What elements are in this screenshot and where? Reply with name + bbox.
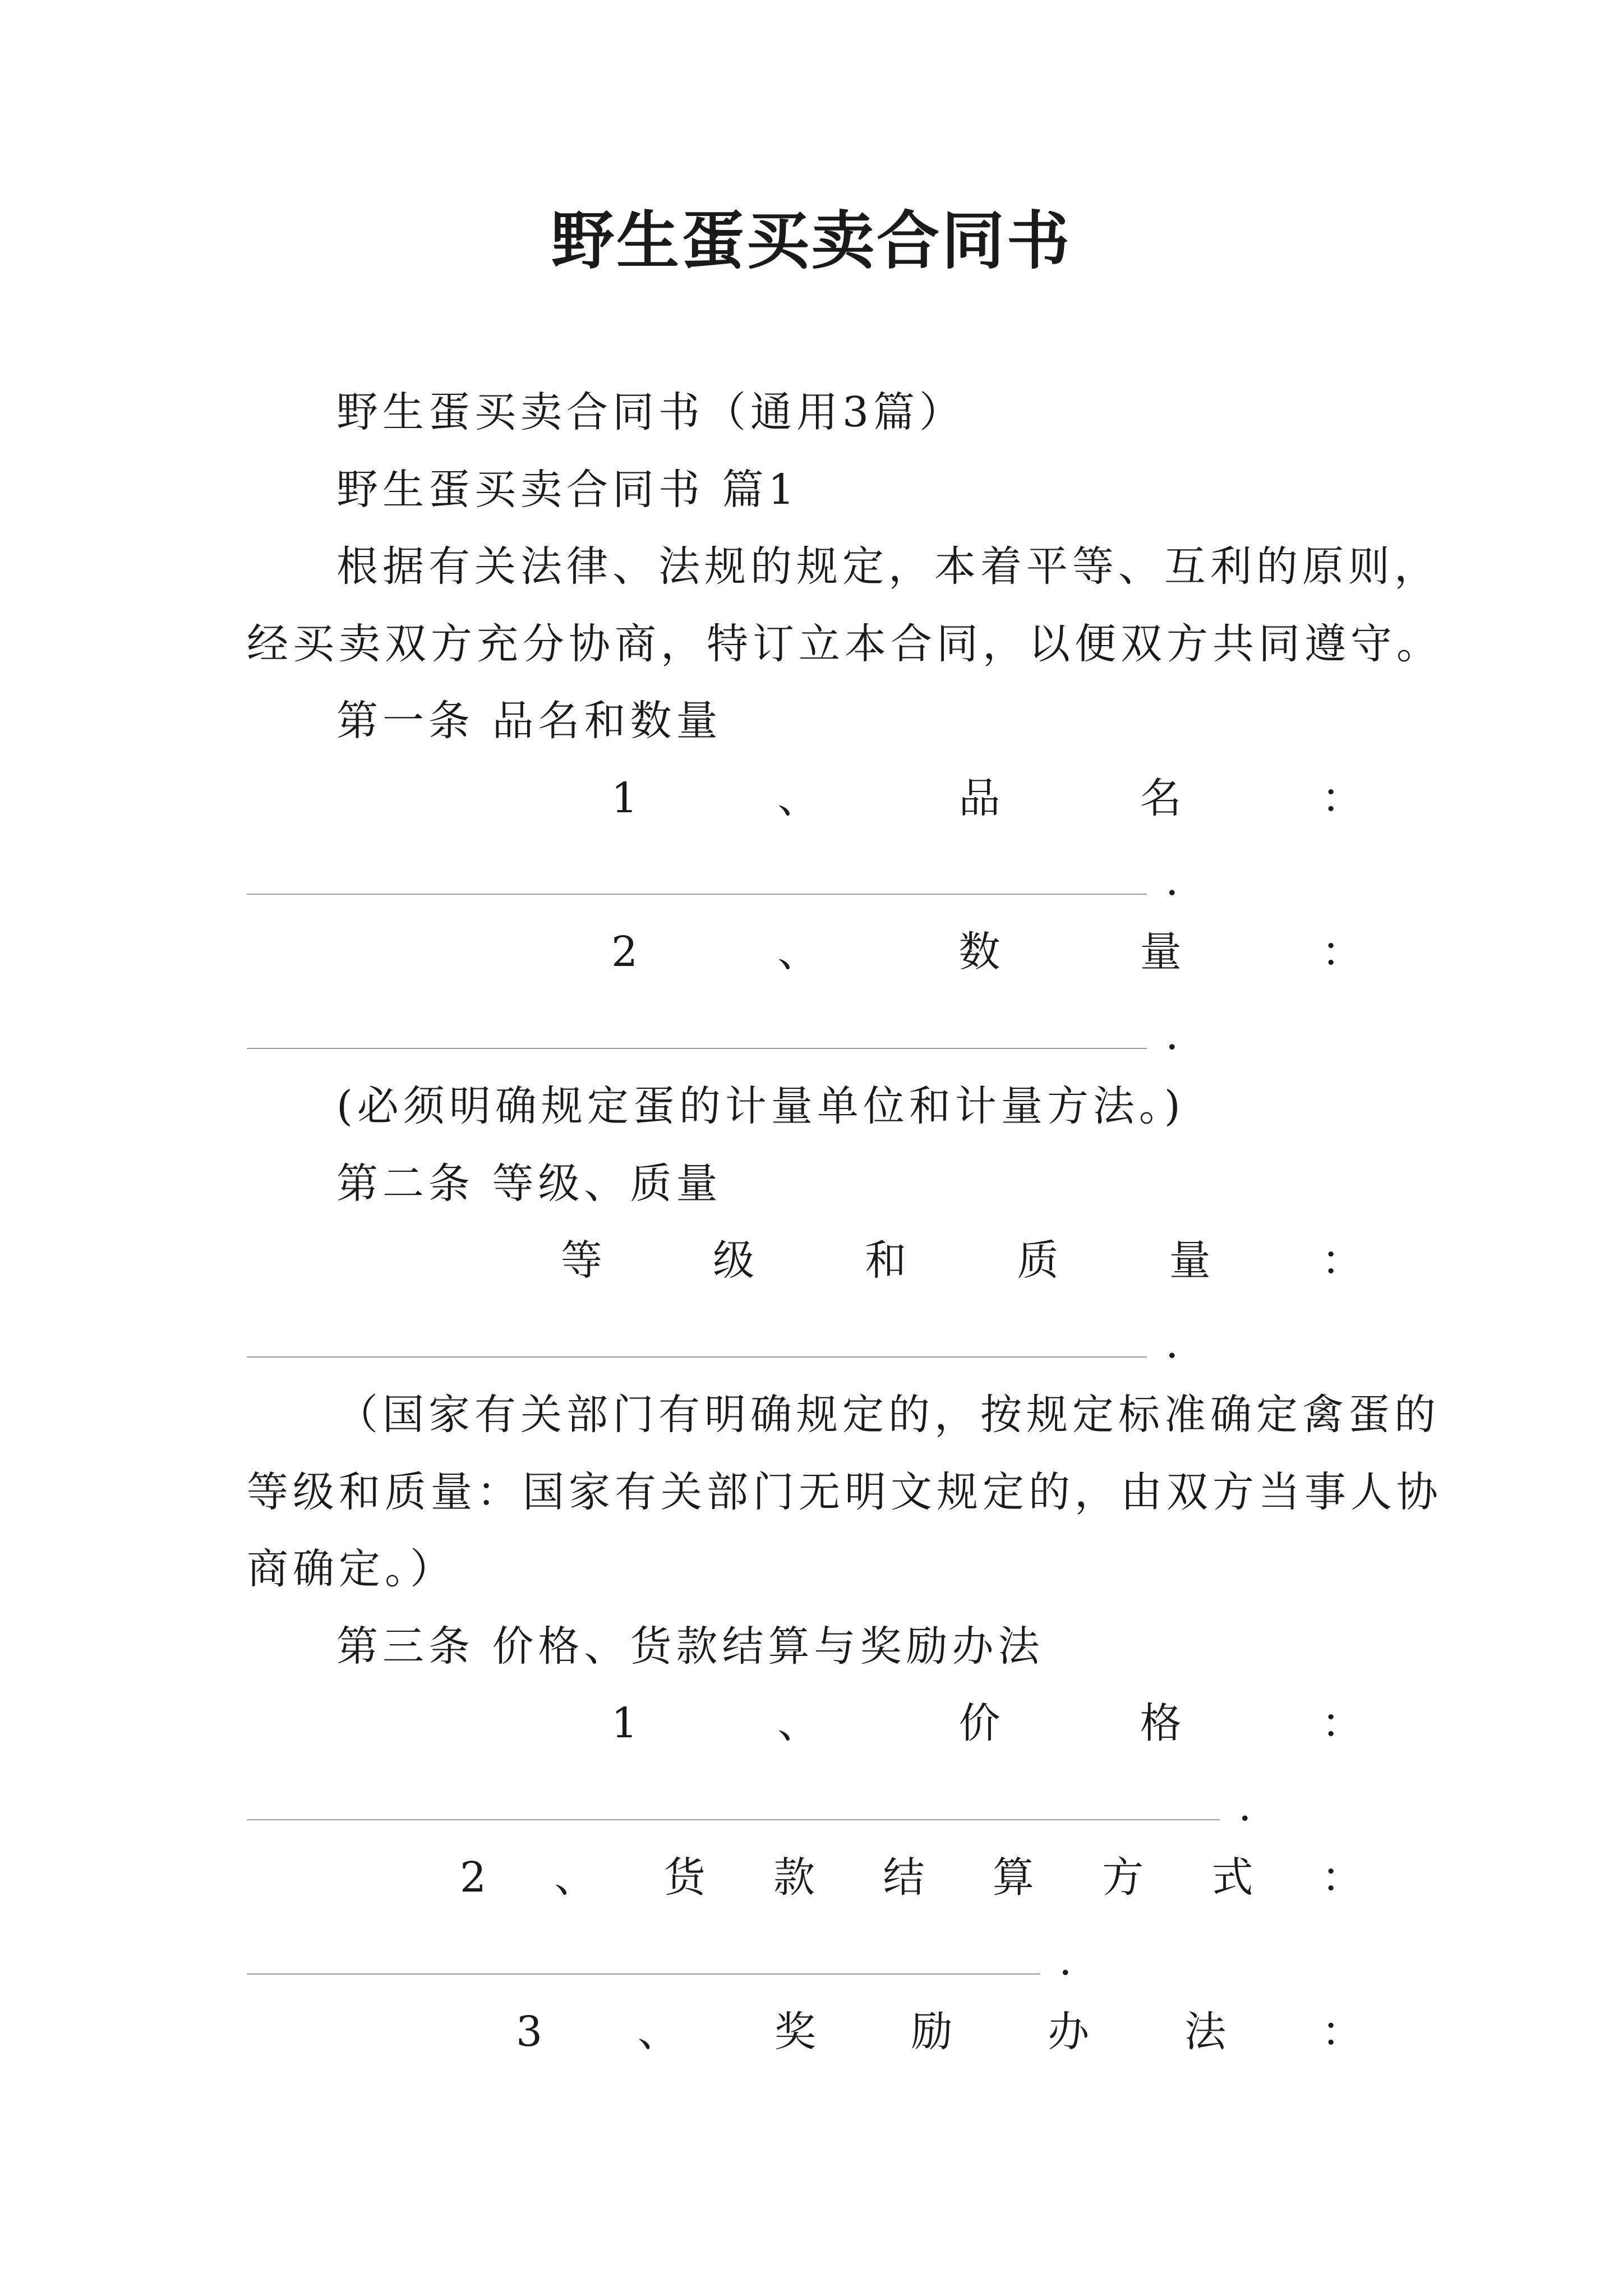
label-char: ： xyxy=(1321,1236,1363,1285)
label-char: 3 xyxy=(516,2008,543,2056)
label-char: 励 xyxy=(911,2008,953,2056)
label-char: ： xyxy=(1321,1699,1363,1747)
label-char: ： xyxy=(1321,2008,1363,2056)
label-char: 1 xyxy=(611,1699,638,1747)
label-char: 数 xyxy=(958,928,1000,976)
article-1-note: (必须明确规定蛋的计量单位和计量方法。) xyxy=(336,1082,1185,1130)
label-char: ： xyxy=(1321,928,1363,976)
label-char: 、 xyxy=(637,2008,679,2056)
label-char: 结 xyxy=(883,1853,925,1902)
label-char: 式 xyxy=(1211,1853,1253,1902)
label-char: ： xyxy=(1321,774,1363,822)
label-char: 算 xyxy=(992,1853,1034,1902)
article-2-heading: 第二条 等级、质量 xyxy=(336,1159,722,1208)
intro-line-1: 根据有关法律、法规的规定，本着平等、互利的原则， xyxy=(336,542,1440,591)
article-3-heading: 第三条 价格、货款结算与奖励办法 xyxy=(336,1622,1044,1671)
label-char: 价 xyxy=(958,1699,1000,1747)
form-label-payment-method xyxy=(460,1847,1363,1908)
blank-field-grade-quality[interactable] xyxy=(247,1307,1178,1369)
part-heading: 野生蛋买卖合同书 篇1 xyxy=(336,466,799,514)
blank-period: . xyxy=(1165,1011,1179,1059)
label-char: 质 xyxy=(1017,1236,1059,1285)
label-char: 、 xyxy=(777,928,819,976)
label-char: ： xyxy=(1321,1853,1363,1902)
form-label-incentive-method xyxy=(516,2001,1363,2063)
label-char: 货 xyxy=(663,1853,706,1902)
label-char: 办 xyxy=(1048,2008,1090,2056)
label-char: 、 xyxy=(777,1699,819,1747)
label-char: 名 xyxy=(1140,774,1182,822)
label-char: 等 xyxy=(561,1236,602,1285)
blank-field-price[interactable] xyxy=(247,1770,1256,1832)
label-char: 量 xyxy=(1140,928,1182,976)
document-title: 野生蛋买卖合同书 xyxy=(551,205,1072,278)
label-char: 2 xyxy=(460,1853,487,1902)
blank-underline xyxy=(247,1819,1220,1820)
blank-field-payment-method[interactable] xyxy=(247,1924,1077,1986)
label-char: 法 xyxy=(1184,2008,1227,2056)
label-char: 款 xyxy=(773,1853,815,1902)
label-char: 2 xyxy=(611,928,638,976)
form-label-quantity xyxy=(611,921,1363,983)
intro-line-2: 经买卖双方充分协商，特订立本合同，以便双方共同遵守。 xyxy=(247,620,1442,668)
label-char: 、 xyxy=(554,1853,596,1902)
blank-period: . xyxy=(1059,1936,1072,1985)
blank-underline xyxy=(247,1048,1147,1049)
label-char: 、 xyxy=(777,774,819,822)
blank-period: . xyxy=(1165,1319,1179,1368)
label-char: 量 xyxy=(1169,1236,1211,1285)
label-char: 级 xyxy=(713,1236,755,1285)
label-char: 奖 xyxy=(774,2008,816,2056)
form-label-grade-quality xyxy=(561,1230,1363,1291)
blank-period: . xyxy=(1165,857,1179,905)
label-char: 方 xyxy=(1102,1853,1144,1902)
article-2-note-line-2: 等级和质量：国家有关部门无明文规定的，由双方当事人协 xyxy=(247,1468,1442,1516)
blank-underline xyxy=(247,894,1147,895)
form-label-price xyxy=(611,1692,1363,1754)
blank-period: . xyxy=(1238,1782,1252,1830)
label-char: 和 xyxy=(865,1236,907,1285)
blank-field-item-name[interactable] xyxy=(247,844,1178,906)
blank-underline xyxy=(247,1973,1040,1975)
blank-underline xyxy=(247,1356,1147,1358)
article-2-note-line-3: 商确定。） xyxy=(247,1545,456,1593)
label-char: 品 xyxy=(958,774,1000,822)
label-char: 格 xyxy=(1140,1699,1182,1747)
label-char: 1 xyxy=(611,774,638,822)
form-label-item-name xyxy=(611,767,1363,829)
article-2-note-line-1: （国家有关部门有明确规定的，按规定标准确定禽蛋的 xyxy=(336,1391,1440,1439)
document-subtitle: 野生蛋买卖合同书（通用3篇） xyxy=(336,388,966,436)
article-1-heading: 第一条 品名和数量 xyxy=(336,697,722,745)
blank-field-quantity[interactable] xyxy=(247,999,1178,1060)
